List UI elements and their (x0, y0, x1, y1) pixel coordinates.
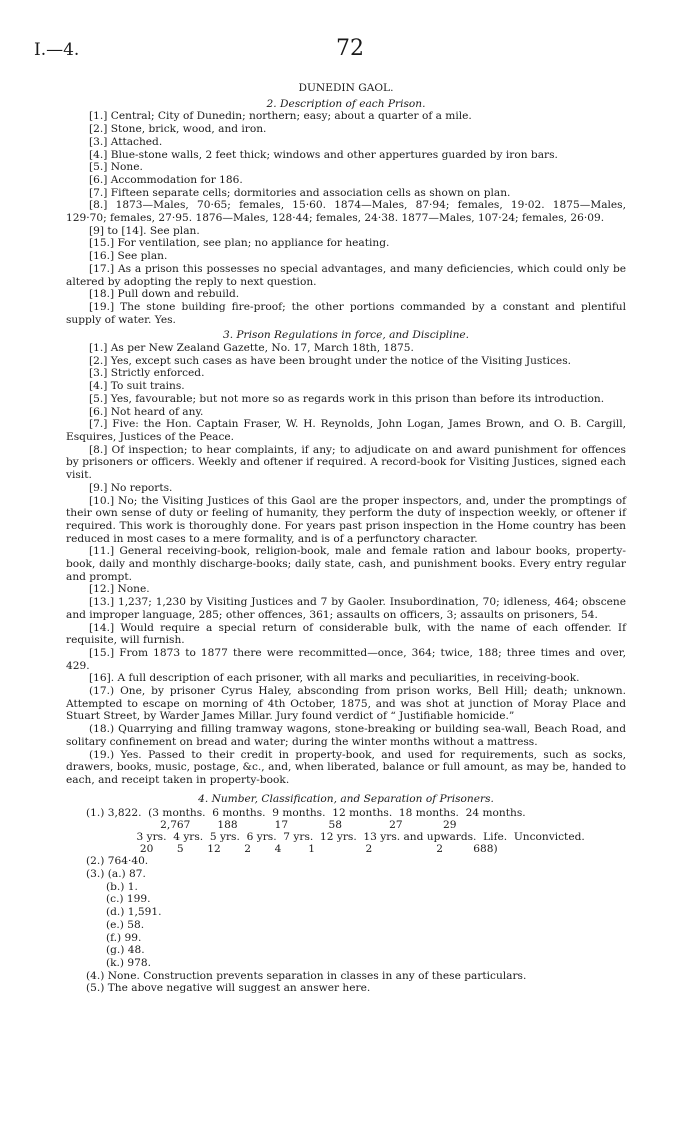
s4-subitem: (c.) 199. (106, 893, 151, 906)
page-number: 72 (336, 36, 364, 61)
s4-item-3: (3.) (a.) 87. (86, 868, 146, 881)
classification-table-line: 2,767 188 17 58 27 29 (86, 819, 457, 832)
s2-item: [7.] Fifteen separate cells; dormitories and association cells as shown on plan. (89, 186, 511, 199)
s3-item: [8.] Of inspection; to hear complaints, if any; to adjudicate on and award punishment for offences by prisoners or officers. Weekly and oftener if required. A record-book for Visiting Justices, signed each visit. (66, 443, 626, 482)
s3-item: (18.) Quarrying and filling tramway wagons, stone-breaking or building sea-wall, Beach Road, and solitary confinement on bread and water; during the winter months without a mattress. (66, 723, 626, 748)
s3-item: [11.] General receiving-book, religion-book, male and female ration and labour books, property-book, daily and monthly discharge-books; daily state, cash, and punishment books. Every entry regular and prompt. (66, 545, 626, 583)
section-3-list (66, 342, 626, 787)
s3-item: [10.] No; the Visiting Justices of this Gaol are the proper inspectors, and, under the promptings of their own sense of duty or feeling of humanity, they perform the duty of inspection weekly, or oftener if required. This work is thoroughly done. For years past prison inspection in the Home country has been reduced in most cases to a mere formality, and is of a perfunctory character. (66, 494, 626, 545)
section-4-title: 4. Number, Classification, and Separation of Prisoners. (198, 792, 494, 805)
s4-subitem: (b.) 1. (106, 880, 138, 893)
section-2-title: 2. Description of each Prison. (266, 97, 426, 110)
s3-item: [13.] 1,237; 1,230 by Visiting Justices and 7 by Gaoler. Insubordination, 70; idleness, 464; obscene and improper language, 285; other offences, 361; assaults on officers, 3; assaults on prisoners, 54. (66, 596, 626, 621)
s3-item: [12.] None. (89, 583, 150, 596)
running-header-left: I.—4. (34, 40, 80, 60)
s3-item: [2.] Yes, except such cases as have been brought under the notice of the Visiting Justices. (89, 354, 572, 367)
s3-item: [6.] Not heard of any. (89, 405, 204, 418)
classification-table-line: (1.) 3,822. (3 months. 6 months. 9 months. 12 months. 18 months. 24 months. (86, 807, 526, 820)
s3-item: (17.) One, by prisoner Cyrus Haley, absconding from prison works, Bell Hill; death; unknown. Attempted to escape on morning of 4th October, 1875, and was shot at junction of Moray Place and Stuart Street, by Warder James Millar. Jury found verdict of “ Justifiable homicide.” (66, 685, 626, 723)
institution-title: DUNEDIN GAOL. (298, 82, 394, 94)
s2-item: [5.] None. (89, 161, 143, 174)
s2-item: [9] to [14]. See plan. (89, 224, 200, 237)
s2-item: [16.] See plan. (89, 250, 168, 263)
s2-item: [3.] Attached. (89, 135, 163, 148)
s2-item: [18.] Pull down and rebuild. (89, 288, 240, 301)
s2-item: [17.] As a prison this possesses no special advantages, and many deficiencies, which could only be altered by adopting the reply to next question. (66, 262, 626, 288)
s3-item: [5.] Yes, favourable; but not more so as regards work in this prison than before its introduction. (89, 392, 605, 405)
s3-item: [7.] Five: the Hon. Captain Fraser, W. H. Reynolds, John Logan, James Brown, and O. B. Cargill, Esquires, Justices of the Peace. (66, 418, 626, 443)
section-3-title: 3. Prison Regulations in force, and Discipline. (222, 329, 470, 342)
s2-item: [19.] The stone building fire-proof; the other portions commanded by a constant and plentiful supply of water. Yes. (66, 300, 626, 326)
s4-subitem: (e.) 58. (106, 918, 145, 931)
classification-table-line: 3 yrs. 4 yrs. 5 yrs. 6 yrs. 7 yrs. 12 yrs. 13 yrs. and upwards. Life. Unconvicted. (86, 831, 585, 844)
s3-item: [15.] From 1873 to 1877 there were recommitted—once, 364; twice, 188; three times and over, 429. (66, 646, 626, 672)
s2-item: [15.] For ventilation, see plan; no appliance for heating. (89, 237, 390, 250)
section-2-list (66, 110, 626, 326)
s3-item: [3.] Strictly enforced. (89, 367, 205, 380)
s4-subitem: (g.) 48. (106, 944, 145, 957)
s3-item: [1.] As per New Zealand Gazette, No. 17, March 18th, 1875. (89, 342, 414, 355)
s4-subitem: (k.) 978. (106, 957, 152, 969)
page-body (66, 80, 626, 995)
s2-item: [1.] Central; City of Dunedin; northern; easy; about a quarter of a mile. (89, 110, 472, 123)
s2-item: [6.] Accommodation for 186. (89, 173, 243, 186)
s3-item: (19.) Yes. Passed to their credit in property-book, and used for requirements, such as socks, drawers, books, music, postage, &c., and, when liberated, balance or full amount, as may be, handed to each, and receipt taken in property-book. (66, 748, 626, 786)
s4-item-5: (5.) The above negative will suggest an answer here. (86, 982, 371, 995)
s3-item: [4.] To suit trains. (89, 380, 185, 393)
s4-item-2: (2.) 764·40. (86, 855, 149, 868)
s4-subitem: (f.) 99. (106, 931, 142, 944)
section-4-list (66, 807, 626, 995)
classification-table-line: 20 5 12 2 4 1 2 2 688) (86, 843, 498, 856)
s3-item: [14.] Would require a special return of considerable bulk, with the name of each offender. If requisite, will furnish. (66, 621, 626, 647)
s3-item: [16]. A full description of each prisoner, with all marks and peculiarities, in receiving-book. (89, 672, 580, 685)
s4-subitem: (d.) 1,591. (106, 906, 162, 919)
s2-item: [8.] 1873—Males, 70·65; females, 15·60. 1874—Males, 87·94; females, 19·02. 1875—Males, 129·70; females, 27·95. 1876—Males, 128·44; females, 24·38. 1877—Males, 107·24; females, 26·09. (66, 199, 626, 225)
s4-item-4: (4.) None. Construction prevents separation in classes in any of these particulars. (86, 969, 527, 982)
s2-item: [4.] Blue-stone walls, 2 feet thick; windows and other appertures guarded by iron bars. (89, 148, 558, 161)
s3-item: [9.] No reports. (89, 481, 173, 494)
s2-item: [2.] Stone, brick, wood, and iron. (89, 123, 267, 136)
